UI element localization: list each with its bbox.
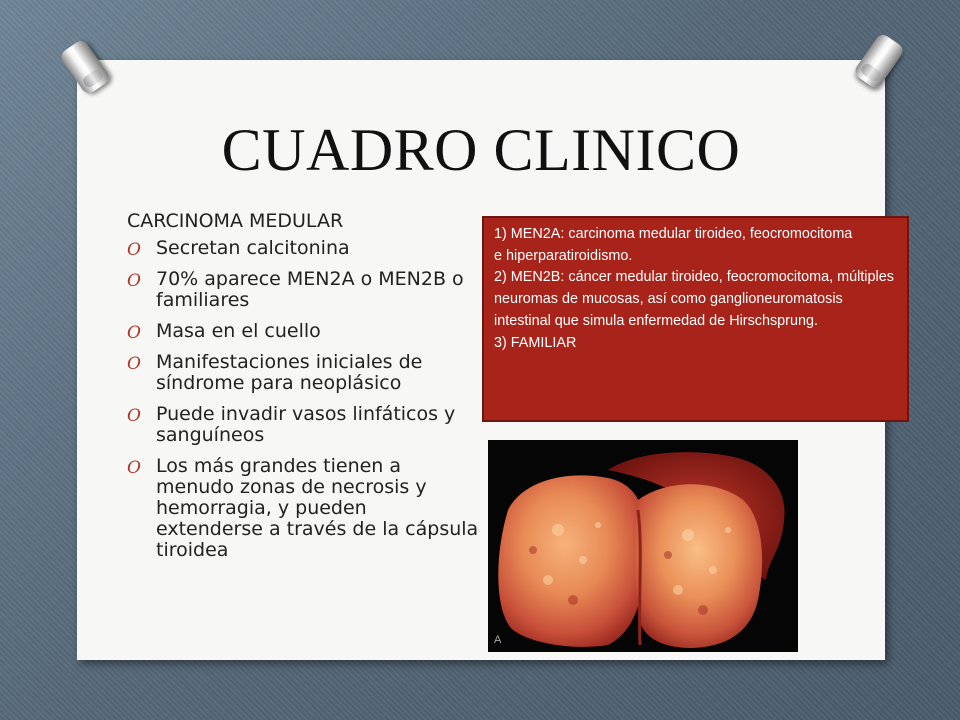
content-block bbox=[127, 210, 479, 571]
callout-line: e hiperparatiroidismo. bbox=[494, 247, 633, 264]
bullet-item: O Manifestaciones iniciales de síndrome para neoplásico bbox=[127, 351, 423, 394]
bullet-list bbox=[127, 238, 479, 561]
bullet-icon: O bbox=[127, 458, 141, 478]
thyroid-specimen-photo bbox=[488, 440, 798, 652]
bullet-item: O Masa en el cuello bbox=[127, 320, 321, 343]
subheading: CARCINOMA MEDULAR bbox=[127, 210, 344, 232]
men-callout-box bbox=[482, 216, 909, 422]
figure-letter: A bbox=[494, 634, 502, 646]
bullet-icon: O bbox=[127, 354, 141, 374]
slide-title: CUADRO CLINICO bbox=[221, 117, 741, 183]
bullet-icon: O bbox=[127, 240, 141, 260]
slide-card bbox=[77, 60, 894, 660]
bullet-icon: O bbox=[127, 271, 141, 291]
callout-line: 3) FAMILIAR bbox=[494, 334, 577, 351]
specimen-image bbox=[488, 440, 798, 652]
callout-line: 2) MEN2B: cáncer medular tiroideo, feocromocitoma, múltiples neuromas de mucosas, así como ganglioneuromatosis intestinal que simula enfermedad de Hirschsprung. bbox=[494, 269, 894, 329]
bullet-item: O 70% aparece MEN2A o MEN2B o familiares bbox=[127, 268, 464, 311]
bullet-icon: O bbox=[127, 323, 141, 343]
bullet-icon: O bbox=[127, 406, 141, 426]
callout-line: 1) MEN2A: carcinoma medular tiroideo, feocromocitoma bbox=[494, 226, 853, 242]
bullet-item: O Secretan calcitonina bbox=[127, 237, 350, 260]
bullet-item: O Puede invadir vasos linfáticos y sanguíneos bbox=[127, 403, 456, 446]
bullet-item: O Los más grandes tienen a menudo zonas de necrosis y hemorragia, y pueden extenderse a través de la cápsula tiroidea bbox=[127, 455, 479, 561]
